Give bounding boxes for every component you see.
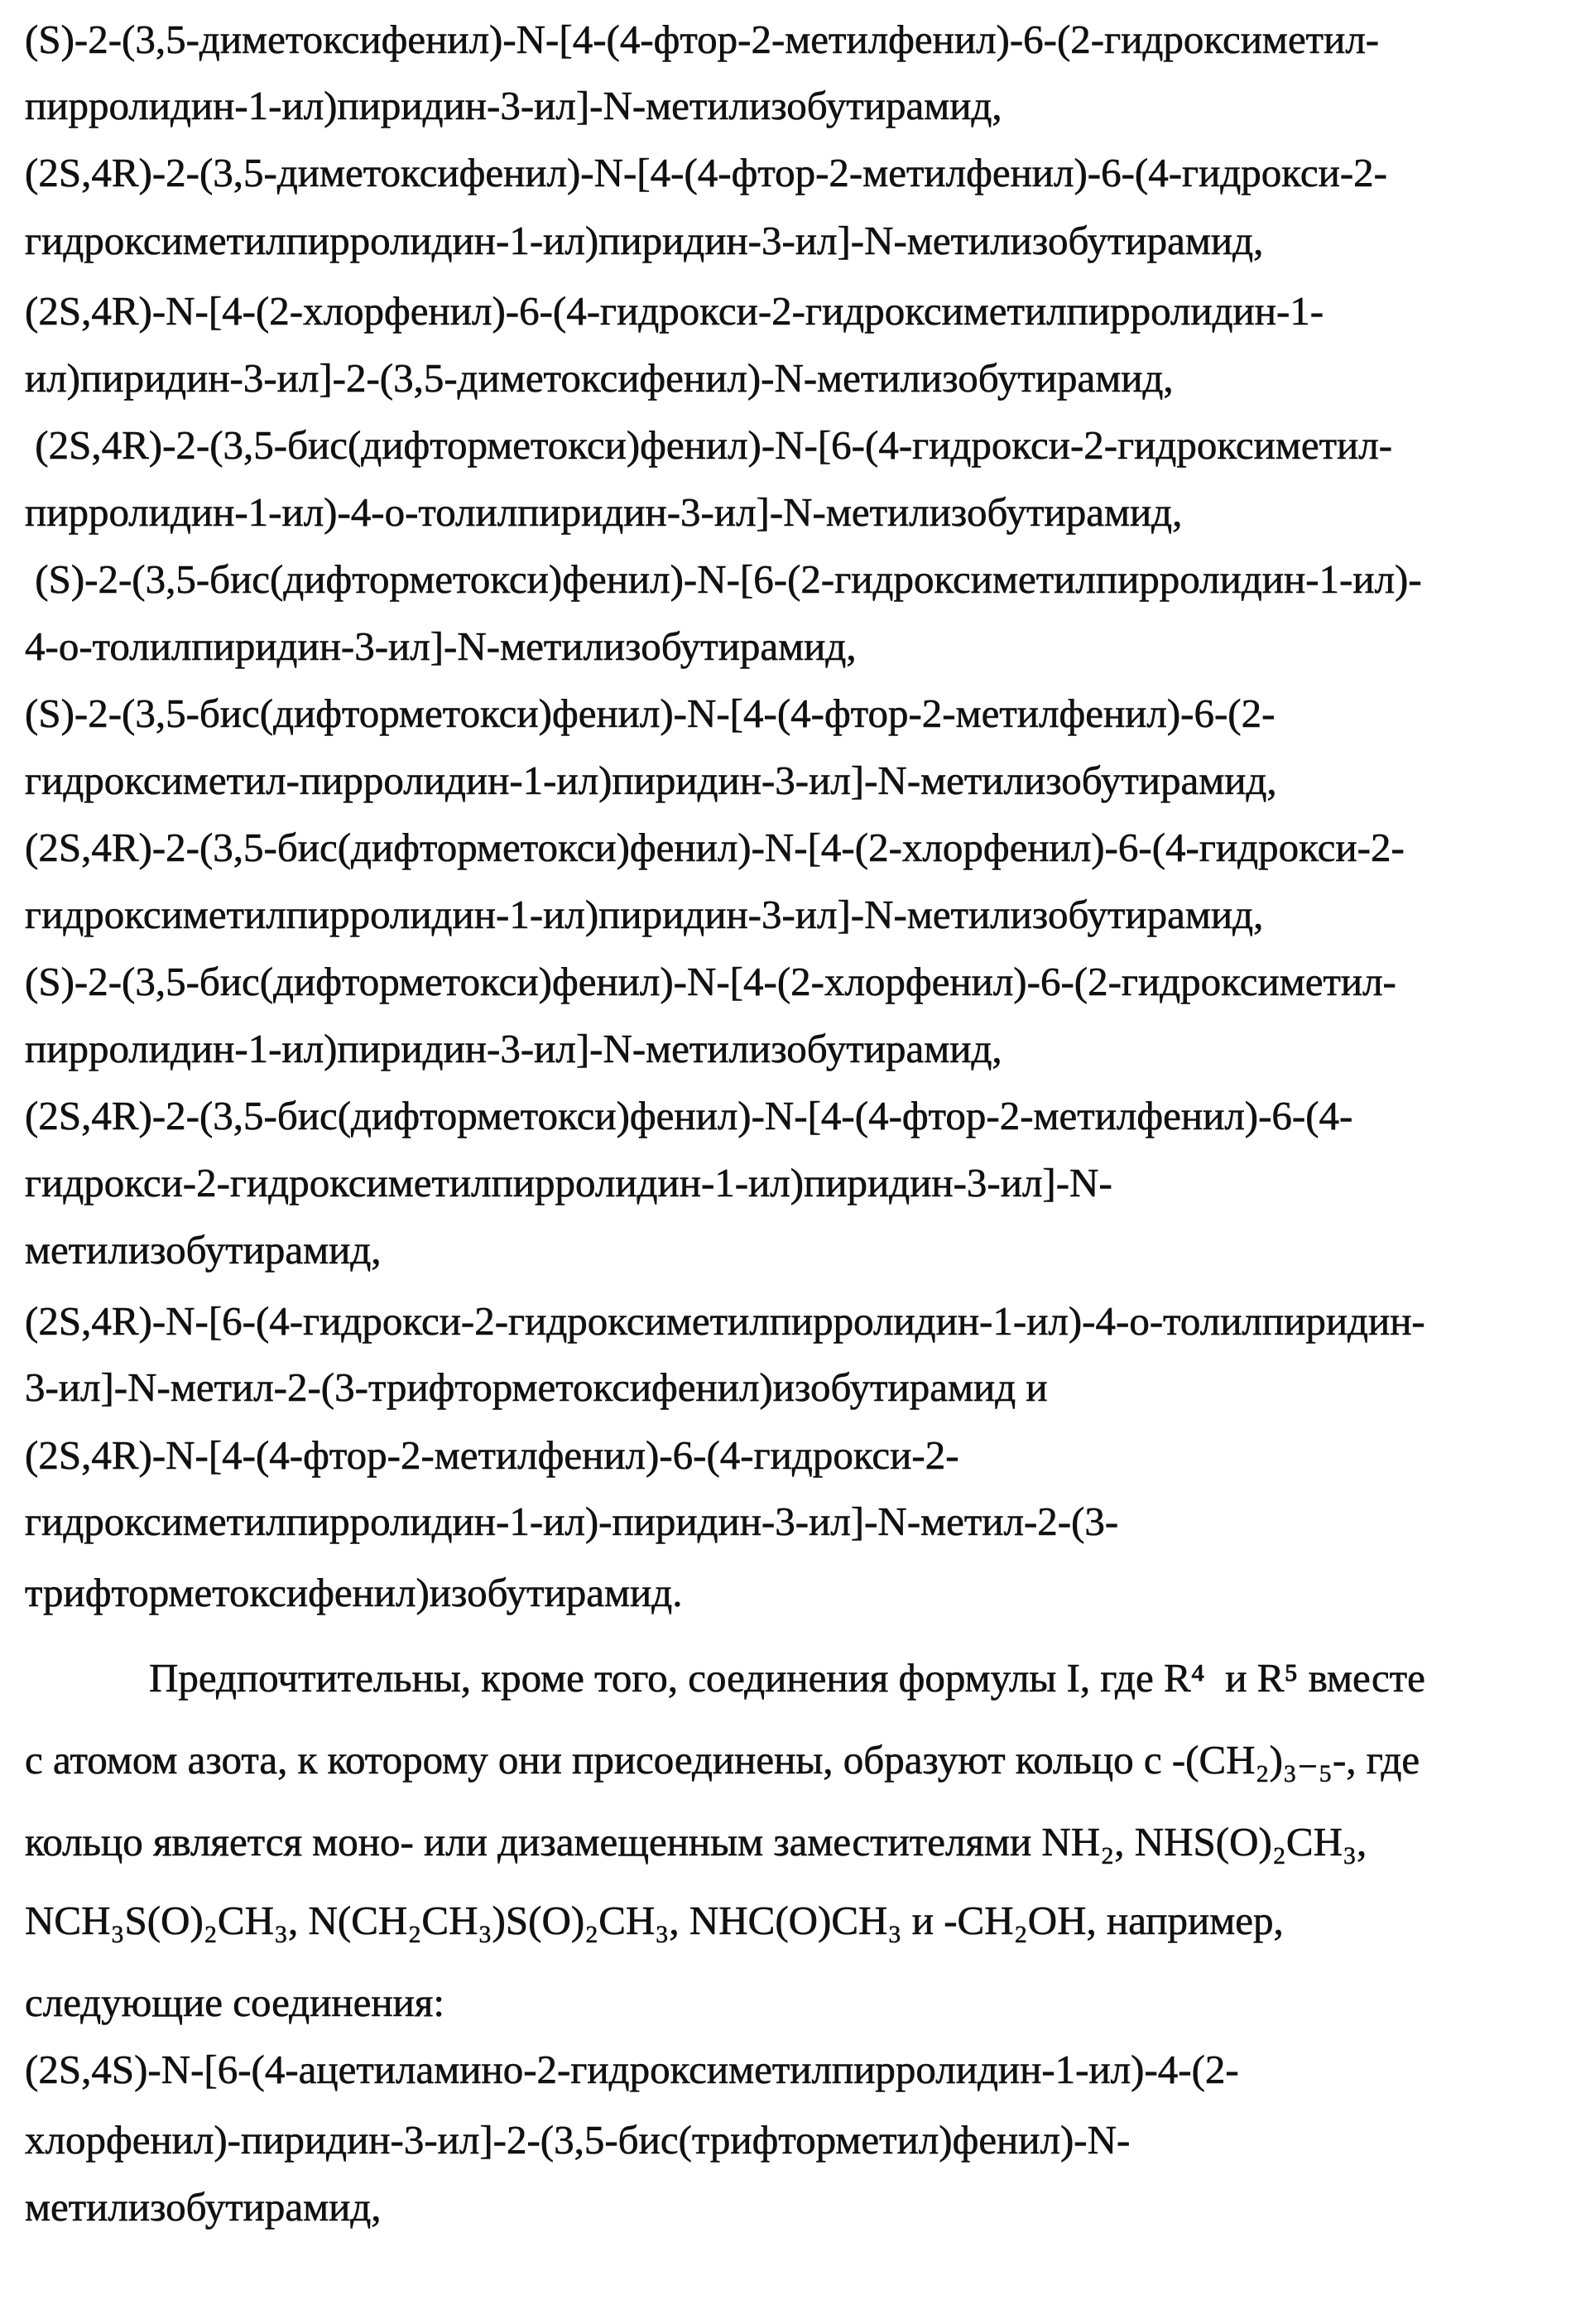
- text-line: с атомом азота, к которому они присоединены, образуют кольцо с -(CH₂)₃₋₅-, где: [25, 1735, 1420, 1785]
- text-line: (2S,4R)-2-(3,5-бис(дифторметокси)фенил)-N-[4-(4-фтор-2-метилфенил)-6-(4-: [25, 1091, 1352, 1141]
- text-line: пирролидин-1-ил)-4-о-толилпиридин-3-ил]-N-метилизобутирамид,: [25, 488, 1182, 537]
- text-line: трифторметоксифенил)изобутирамид.: [25, 1568, 682, 1618]
- text-line: гидроксиметилпирролидин-1-ил)пиридин-3-ил]-N-метилизобутирамид,: [25, 890, 1263, 940]
- text-line: метилизобутирамид,: [25, 2182, 382, 2232]
- text-line: (S)-2-(3,5-бис(дифторметокси)фенил)-N-[6-(2-гидроксиметилпирролидин-1-ил)-: [25, 555, 1422, 604]
- text-line: гидроксиметилпирролидин-1-ил)пиридин-3-ил]-N-метилизобутирамид,: [25, 216, 1263, 266]
- text-line: пирролидин-1-ил)пиридин-3-ил]-N-метилизобутирамид,: [25, 81, 1002, 131]
- text-line: NCH₃S(O)₂CH₃, N(CH₂CH₃)S(O)₂CH₃, NHC(O)CH₃ и -CH₂OH, например,: [25, 1896, 1284, 1946]
- text-line: (2S,4R)-2-(3,5-бис(дифторметокси)фенил)-N-[4-(2-хлорфенил)-6-(4-гидрокси-2-: [25, 823, 1405, 873]
- text-line: (2S,4R)-2-(3,5-диметоксифенил)-N-[4-(4-фтор-2-метилфенил)-6-(4-гидрокси-2-: [25, 148, 1387, 198]
- text-line: (S)-2-(3,5-бис(дифторметокси)фенил)-N-[4-(2-хлорфенил)-6-(2-гидроксиметил-: [25, 957, 1396, 1007]
- text-line: (2S,4R)-N-[4-(2-хлорфенил)-6-(4-гидрокси-2-гидроксиметилпирролидин-1-: [25, 286, 1324, 336]
- paragraph-first-line: Предпочтительны, кроме того, соединения формулы I, где R⁴ и R⁵ вместе: [149, 1653, 1425, 1703]
- text-line: ил)пиридин-3-ил]-2-(3,5-диметоксифенил)-N-метилизобутирамид,: [25, 354, 1174, 403]
- text-line: гидроксиметил-пирролидин-1-ил)пиридин-3-ил]-N-метилизобутирамид,: [25, 756, 1277, 806]
- text-line: кольцо является моно- или дизамещенным заместителями NH₂, NHS(O)₂CH₃,: [25, 1817, 1367, 1867]
- text-line: пирролидин-1-ил)пиридин-3-ил]-N-метилизобутирамид,: [25, 1024, 1002, 1074]
- text-line: метилизобутирамид,: [25, 1225, 382, 1275]
- text-line: (2S,4R)-N-[4-(4-фтор-2-метилфенил)-6-(4-гидрокси-2-: [25, 1431, 959, 1480]
- text-line: (2S,4R)-N-[6-(4-гидрокси-2-гидроксиметилпирролидин-1-ил)-4-о-толилпиридин-: [25, 1297, 1425, 1346]
- text-line: гидрокси-2-гидроксиметилпирролидин-1-ил)пиридин-3-ил]-N-: [25, 1158, 1112, 1208]
- text-line: хлорфенил)-пиридин-3-ил]-2-(3,5-бис(трифторметил)фенил)-N-: [25, 2115, 1130, 2165]
- text-line: (S)-2-(3,5-бис(дифторметокси)фенил)-N-[4-(4-фтор-2-метилфенил)-6-(2-: [25, 689, 1275, 739]
- text-line: (S)-2-(3,5-диметоксифенил)-N-[4-(4-фтор-2-метилфенил)-6-(2-гидроксиметил-: [25, 15, 1379, 65]
- text-line: (2S,4S)-N-[6-(4-ацетиламино-2-гидроксиметилпирролидин-1-ил)-4-(2-: [25, 2045, 1239, 2095]
- text-line: 4-о-толилпиридин-3-ил]-N-метилизобутирамид,: [25, 622, 857, 671]
- text-line: следующие соединения:: [25, 1978, 444, 2028]
- document-page: [0, 0, 1571, 2324]
- text-line: гидроксиметилпирролидин-1-ил)-пиридин-3-ил]-N-метил-2-(3-: [25, 1497, 1118, 1547]
- text-line: 3-ил]-N-метил-2-(3-трифторметоксифенил)изобутирамид и: [25, 1363, 1048, 1412]
- text-line: (2S,4R)-2-(3,5-бис(дифторметокси)фенил)-N-[6-(4-гидрокси-2-гидроксиметил-: [25, 421, 1392, 470]
